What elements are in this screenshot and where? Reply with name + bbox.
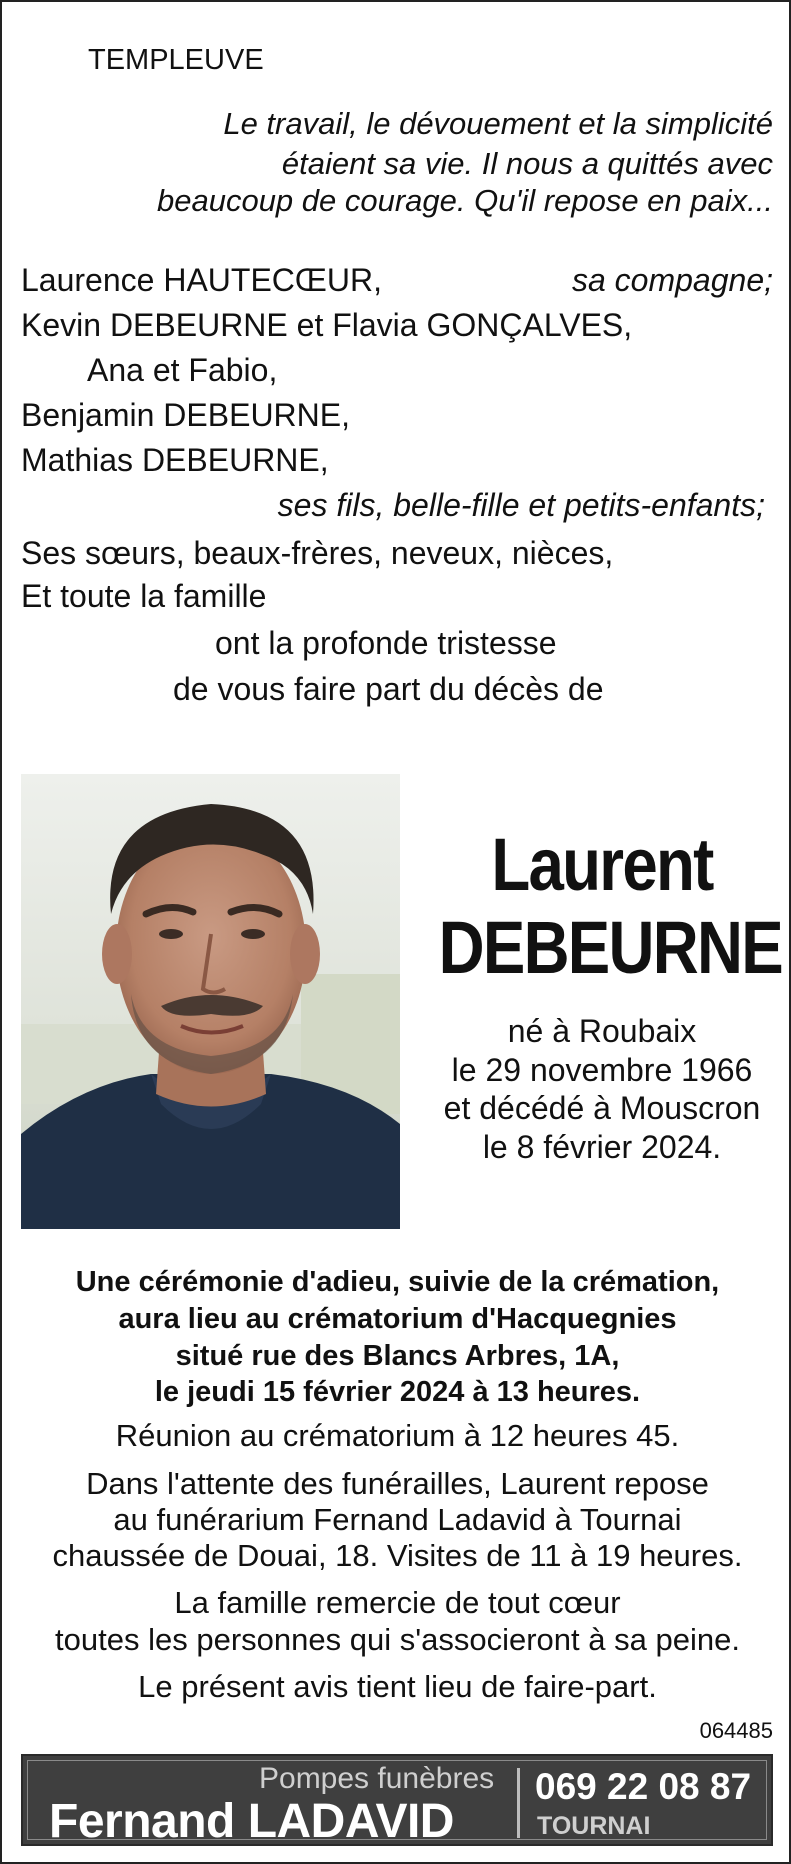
banner-company-name: Fernand LADAVID xyxy=(49,1795,454,1848)
banner-divider xyxy=(517,1768,520,1838)
family-line-9: de vous faire part du décès de xyxy=(173,671,604,707)
family-line-2: Kevin DEBEURNE et Flavia GONÇALVES, xyxy=(21,307,633,343)
city-heading: TEMPLEUVE xyxy=(88,44,264,76)
quote-line-2: étaient sa vie. Il nous a quittés avec xyxy=(281,146,773,181)
death-place: et décédé à Mouscron xyxy=(443,1090,761,1126)
info-line-1: Réunion au crématorium à 12 heures 45. xyxy=(115,1418,680,1453)
deceased-last-name: DEBEURNE xyxy=(438,906,782,989)
deceased-first-name: Laurent xyxy=(491,823,713,906)
info-line-4: chaussée de Douai, 18. Visites de 11 à 19 heures. xyxy=(52,1538,743,1573)
reference-number: 064485 xyxy=(699,1718,773,1743)
family-line-1: Laurence HAUTECŒUR, xyxy=(21,262,382,298)
family-line-8: ont la profonde tristesse xyxy=(215,625,557,661)
info-line-3: au funérarium Fernand Ladavid à Tournai xyxy=(113,1502,682,1537)
portrait-photo xyxy=(21,774,400,1229)
ceremony-line-1: Une cérémonie d'adieu, suivie de la crémation, xyxy=(75,1266,720,1298)
ceremony-line-4: le jeudi 15 février 2024 à 13 heures. xyxy=(154,1376,641,1408)
info-line-7: Le présent avis tient lieu de faire-part. xyxy=(138,1669,657,1704)
birth-date: le 29 novembre 1966 xyxy=(451,1052,753,1088)
quote-line-3: beaucoup de courage. Qu'il repose en paix... xyxy=(156,183,773,218)
family-role-companion: sa compagne; xyxy=(571,262,773,298)
family-line-6: Ses sœurs, beaux-frères, neveux, nièces, xyxy=(21,535,614,571)
info-line-6: toutes les personnes qui s'associeront à sa peine. xyxy=(55,1622,740,1657)
banner-phone: 069 22 08 87 xyxy=(535,1766,752,1807)
banner-service-label: Pompes funèbres xyxy=(259,1762,495,1795)
family-line-3: Ana et Fabio, xyxy=(87,352,278,388)
info-line-2: Dans l'attente des funérailles, Laurent repose xyxy=(86,1466,709,1501)
info-line-5: La famille remercie de tout cœur xyxy=(174,1585,621,1620)
death-date: le 8 février 2024. xyxy=(482,1129,722,1165)
portrait-illustration xyxy=(21,774,400,1229)
ceremony-line-3: situé rue des Blancs Arbres, 1A, xyxy=(175,1340,620,1372)
funeral-home-banner xyxy=(21,1754,773,1846)
birth-place: né à Roubaix xyxy=(507,1013,697,1049)
quote-line-1: Le travail, le dévouement et la simplicité xyxy=(223,106,773,141)
family-role-sons: ses fils, belle-fille et petits-enfants; xyxy=(277,487,765,523)
family-line-5: Mathias DEBEURNE, xyxy=(21,442,329,478)
ceremony-line-2: aura lieu au crématorium d'Hacquegnies xyxy=(118,1303,677,1335)
family-line-4: Benjamin DEBEURNE, xyxy=(21,397,350,433)
banner-town: TOURNAI xyxy=(537,1812,651,1840)
family-line-7: Et toute la famille xyxy=(21,578,267,614)
